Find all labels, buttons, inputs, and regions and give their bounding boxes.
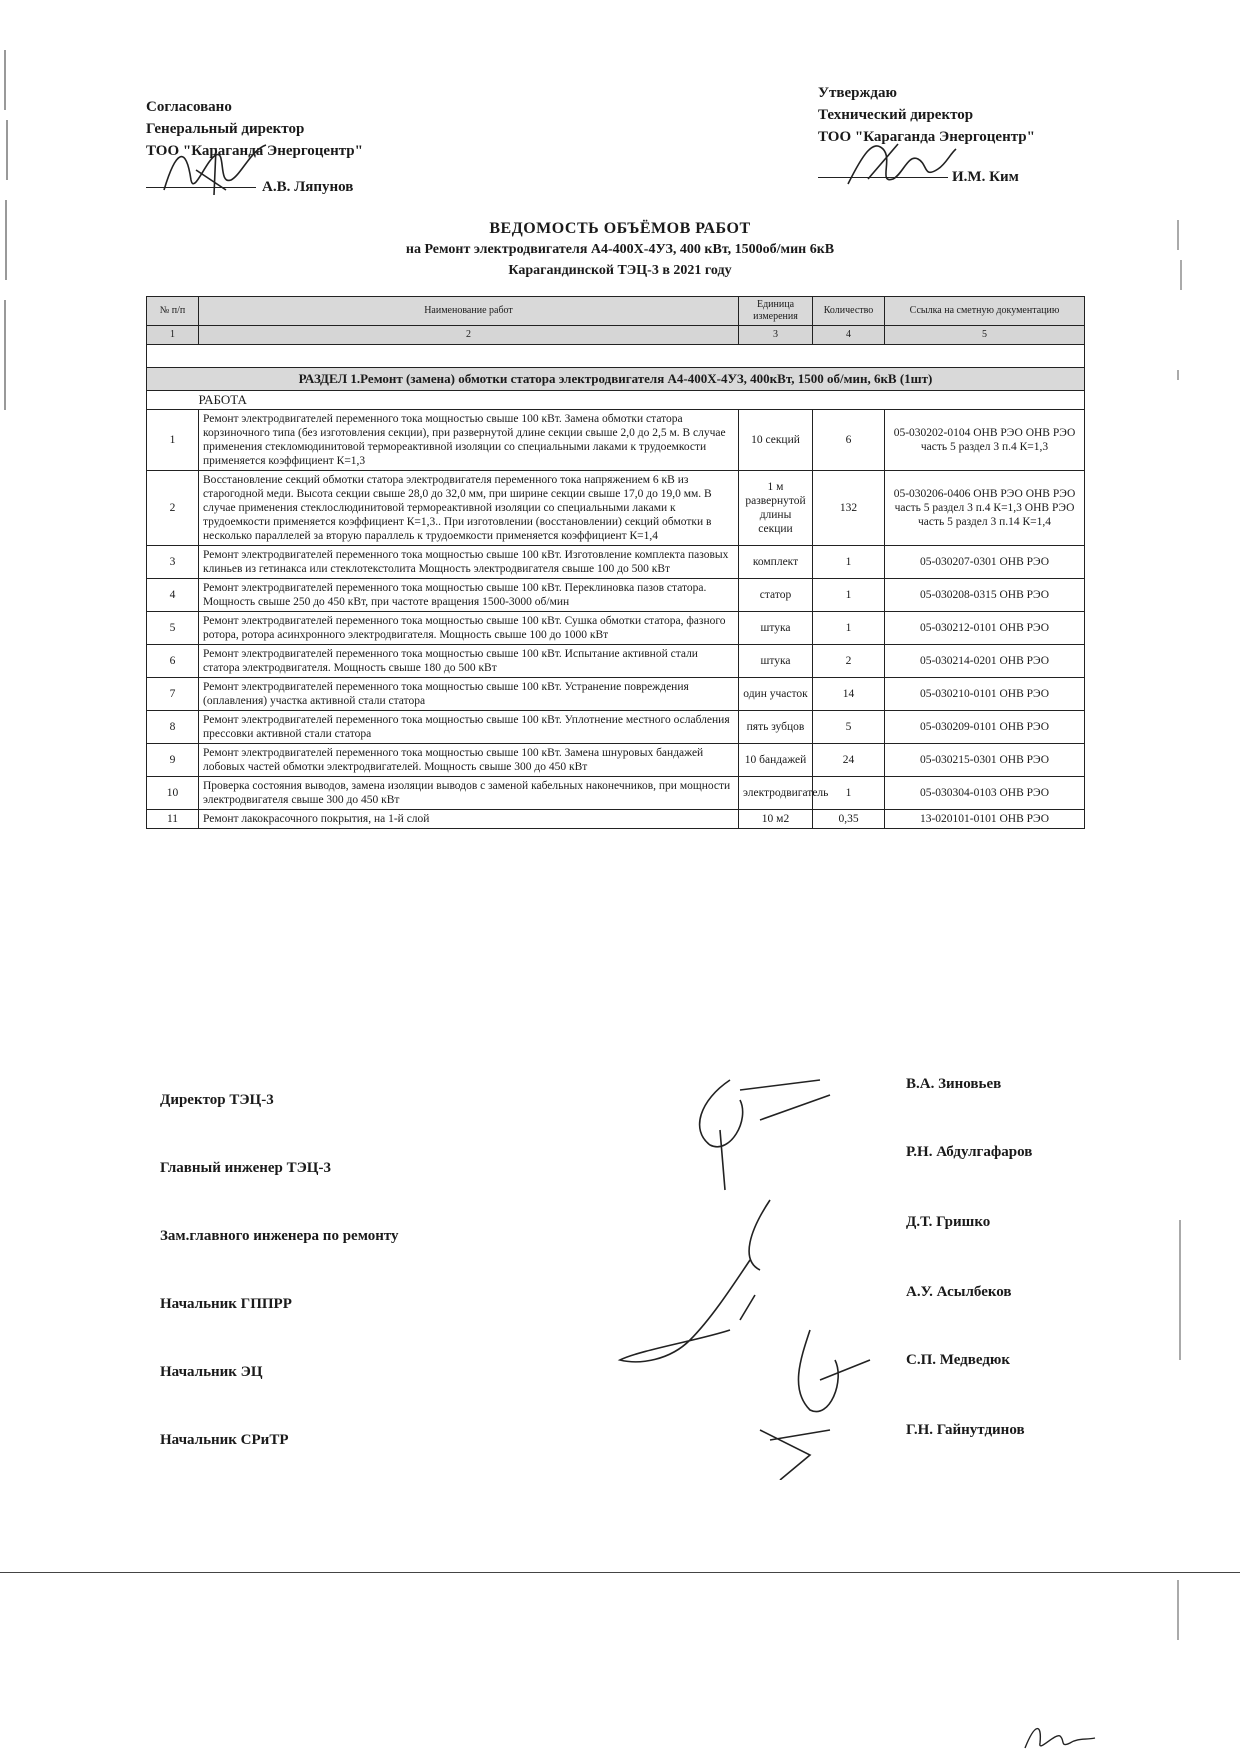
index-4: 4 (813, 326, 885, 345)
signatory-title: Начальник СРиТР (160, 1432, 289, 1448)
table-row (147, 678, 1085, 711)
spacer-row (147, 345, 1085, 368)
header-num: № п/п (147, 297, 199, 326)
confirmation-label: Утверждаю (818, 85, 897, 101)
row-quantity: 132 (813, 471, 885, 546)
row-description: Ремонт лакокрасочного покрытия, на 1-й слой (199, 810, 739, 829)
works-table (146, 296, 1085, 829)
header-name: Наименование работ (199, 297, 739, 326)
header-unit: Единица измерения (739, 297, 813, 326)
row-quantity: 14 (813, 678, 885, 711)
row-reference: 05-030208-0315 ОНВ РЭО (885, 579, 1085, 612)
title-line-3: Карагандинской ТЭЦ-3 в 2021 году (508, 263, 732, 278)
row-reference: 05-030215-0301 ОНВ РЭО (885, 744, 1085, 777)
approval-position: Генеральный директор (146, 121, 305, 137)
table-row (147, 744, 1085, 777)
row-unit: один участок (739, 678, 813, 711)
signatory-name: С.П. Медведюк (906, 1352, 1011, 1368)
row-quantity: 0,35 (813, 810, 885, 829)
row-number: 1 (147, 410, 199, 471)
row-unit: статор (739, 579, 813, 612)
signatory-title: Начальник ГППРР (160, 1296, 292, 1312)
index-2: 2 (199, 326, 739, 345)
page-initials-signature (1020, 1718, 1100, 1754)
row-description: Ремонт электродвигателей переменного тока мощностью свыше 100 кВт. Испытание активной стали статора электродвигателя. Мощность свыше 180 до 500 кВт (199, 645, 739, 678)
confirmation-signature (838, 134, 958, 194)
row-unit: пять зубцов (739, 711, 813, 744)
row-unit: 10 бандажей (739, 744, 813, 777)
row-description: Ремонт электродвигателей переменного тока мощностью свыше 100 кВт. Замена обмотки статора корзиночного типа (без изготовления секции), при развернутой длине секции свыше 2,0 до 2,5 м. В случае применения стекломюдинитовой термореактивной изоляции со специальными лаками к трудоемкости применяется коэффициент К=1,3 (199, 410, 739, 471)
approval-org: ТОО "Караганда Энергоцентр" (146, 143, 363, 159)
approval-signature (156, 140, 276, 200)
row-quantity: 1 (813, 546, 885, 579)
signatory-name: А.У. Асылбеков (906, 1284, 1012, 1300)
scan-right-marks (1172, 220, 1188, 1760)
table-row (147, 546, 1085, 579)
work-label: РАБОТА (199, 391, 1085, 410)
confirmation-org: ТОО "Караганда Энергоцентр" (818, 129, 1035, 145)
work-label-row (147, 391, 1085, 410)
table-row (147, 612, 1085, 645)
signatory-name: Р.Н. Абдулгафаров (906, 1144, 1033, 1160)
row-number: 10 (147, 777, 199, 810)
row-quantity: 1 (813, 777, 885, 810)
row-description: Ремонт электродвигателей переменного тока мощностью свыше 100 кВт. Устранение повреждения (оплавления) участка активной стали статора (199, 678, 739, 711)
document-title (150, 218, 1090, 281)
signatory-title: Начальник ЭЦ (160, 1364, 263, 1380)
section-row (147, 368, 1085, 391)
signatures-handwritten (580, 1060, 900, 1480)
row-number: 11 (147, 810, 199, 829)
row-quantity: 2 (813, 645, 885, 678)
row-reference: 05-030209-0101 ОНВ РЭО (885, 711, 1085, 744)
table-header-row (147, 297, 1085, 326)
row-number: 8 (147, 711, 199, 744)
signatory-name: Д.Т. Гришко (906, 1214, 991, 1230)
row-reference: 05-030210-0101 ОНВ РЭО (885, 678, 1085, 711)
signatory-title: Главный инженер ТЭЦ-3 (160, 1160, 331, 1176)
index-5: 5 (885, 326, 1085, 345)
confirmation-position: Технический директор (818, 107, 974, 123)
table-row (147, 410, 1085, 471)
row-description: Ремонт электродвигателей переменного тока мощностью свыше 100 кВт. Переклиновка пазов статора. Мощность свыше 250 до 450 кВт, при частоте вращения 1500-3000 об/мин (199, 579, 739, 612)
row-reference: 13-020101-0101 ОНВ РЭО (885, 810, 1085, 829)
header-ref: Ссылка на сметную документацию (885, 297, 1085, 326)
row-quantity: 1 (813, 579, 885, 612)
row-number: 2 (147, 471, 199, 546)
row-number: 6 (147, 645, 199, 678)
signatory-name: В.А. Зиновьев (906, 1076, 1002, 1092)
approval-block (146, 96, 486, 195)
row-number: 3 (147, 546, 199, 579)
row-reference: 05-030207-0301 ОНВ РЭО (885, 546, 1085, 579)
row-quantity: 6 (813, 410, 885, 471)
table-row (147, 645, 1085, 678)
row-number: 7 (147, 678, 199, 711)
row-reference: 05-030304-0103 ОНВ РЭО (885, 777, 1085, 810)
signatory-name: Г.Н. Гайнутдинов (906, 1422, 1025, 1438)
row-description: Ремонт электродвигателей переменного тока мощностью свыше 100 кВт. Уплотнение местного ослабления прессовки активной стали статора (199, 711, 739, 744)
row-quantity: 5 (813, 711, 885, 744)
column-index-row (147, 326, 1085, 345)
table-row (147, 471, 1085, 546)
approval-label: Согласовано (146, 99, 232, 115)
row-number: 5 (147, 612, 199, 645)
header-qty: Количество (813, 297, 885, 326)
scan-margin-marks (2, 50, 12, 420)
confirmation-block (818, 82, 1118, 185)
row-unit: 10 м2 (739, 810, 813, 829)
title-line-1: ВЕДОМОСТЬ ОБЪЁМОВ РАБОТ (489, 220, 751, 237)
row-unit: электродвигатель (739, 777, 813, 810)
row-number: 4 (147, 579, 199, 612)
title-line-2: на Ремонт электродвигателя А4-400Х-4УЗ, 400 кВт, 1500об/мин 6кВ (405, 242, 835, 257)
signatory-title: Зам.главного инженера по ремонту (160, 1228, 399, 1244)
row-quantity: 1 (813, 612, 885, 645)
row-unit: штука (739, 645, 813, 678)
row-unit: комплект (739, 546, 813, 579)
index-3: 3 (739, 326, 813, 345)
row-unit: 1 м развернутой длины секции (739, 471, 813, 546)
confirmation-name: И.М. Ким (952, 169, 1019, 185)
table-row (147, 579, 1085, 612)
row-description: Ремонт электродвигателей переменного тока мощностью свыше 100 кВт. Изготовление комплекта пазовых клиньев из гетинакса или стеклотекстолита Мощность электродвигателя свыше 100 до 500 кВт (199, 546, 739, 579)
row-description: Восстановление секций обмотки статора электродвигателя переменного тока напряжением 6 кВ из старогодной меди. Высота секции свыше 28,0 до 32,0 мм, при ширине секции свыше 17,0 до 19,0 мм. В случае применения стеклослюдинитовой термореактивной изоляции со специальными лаками к трудоемкости применяется коэффициент К=1,3.. При изготовлении (восстановлении) секций обмотки в несколько параллелей за вторую параллель к трудоемкости применяется коэффициент К=1,4 (199, 471, 739, 546)
row-reference: 05-030214-0201 ОНВ РЭО (885, 645, 1085, 678)
row-unit: 10 секций (739, 410, 813, 471)
section-title: РАЗДЕЛ 1.Ремонт (замена) обмотки статора электродвигателя А4-400Х-4УЗ, 400кВт, 1500 об/мин, 6кВ (1шт) (147, 368, 1085, 391)
signatory-title: Директор ТЭЦ-3 (160, 1092, 274, 1108)
table-row (147, 810, 1085, 829)
row-quantity: 24 (813, 744, 885, 777)
row-reference: 05-030206-0406 ОНВ РЭО ОНВ РЭО часть 5 раздел 3 п.4 К=1,3 ОНВ РЭО часть 5 раздел 3 п.14 К=1,4 (885, 471, 1085, 546)
index-1: 1 (147, 326, 199, 345)
row-description: Проверка состояния выводов, замена изоляции выводов с заменой кабельных наконечников, при мощности электродвигателя свыше 300 до 450 кВт (199, 777, 739, 810)
row-unit: штука (739, 612, 813, 645)
approval-name: А.В. Ляпунов (262, 179, 354, 195)
row-reference: 05-030202-0104 ОНВ РЭО ОНВ РЭО часть 5 раздел 3 п.4 К=1,3 (885, 410, 1085, 471)
table-row (147, 777, 1085, 810)
row-number: 9 (147, 744, 199, 777)
table-row (147, 711, 1085, 744)
bottom-rule (0, 1572, 1240, 1573)
row-description: Ремонт электродвигателей переменного тока мощностью свыше 100 кВт. Замена шнуровых бандажей лобовых частей обмотки электродвигателей. Мощность свыше 300 до 450 кВт (199, 744, 739, 777)
row-reference: 05-030212-0101 ОНВ РЭО (885, 612, 1085, 645)
row-description: Ремонт электродвигателей переменного тока мощностью свыше 100 кВт. Сушка обмотки статора, фазного ротора, ротора асинхронного электродвигателя. Мощность свыше 100 до 1000 кВт (199, 612, 739, 645)
